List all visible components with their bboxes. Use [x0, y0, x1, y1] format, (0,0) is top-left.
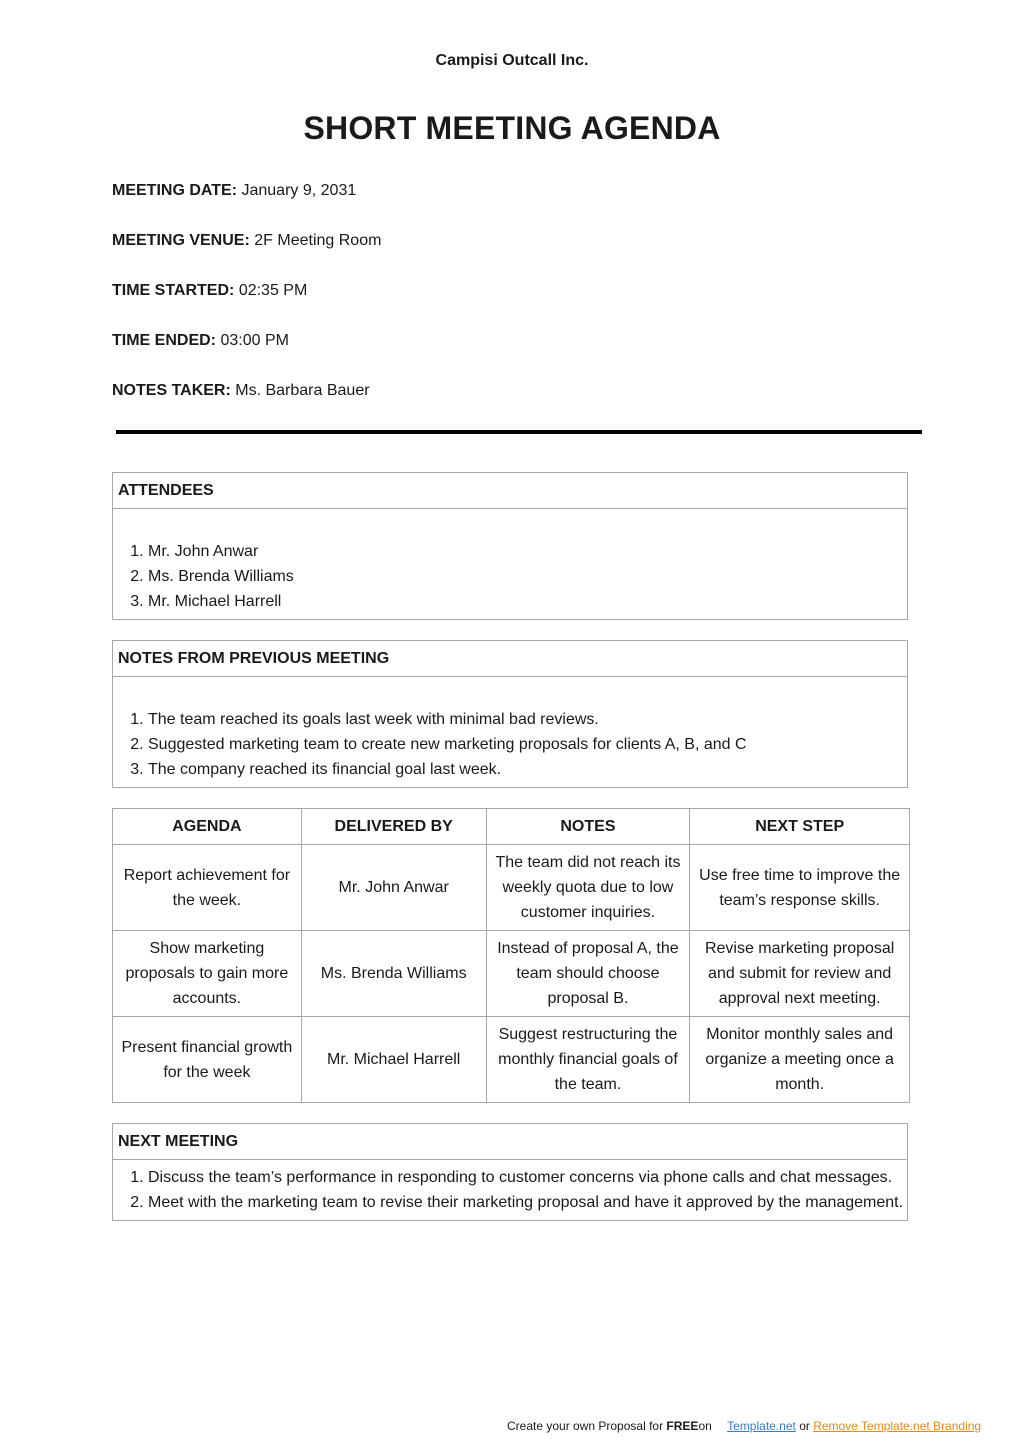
agenda-cell: Report achievement for the week. — [113, 845, 302, 931]
next-meeting-heading: NEXT MEETING — [113, 1124, 907, 1160]
list-item: 3. The company reached its financial goal last week. — [148, 757, 907, 782]
time-ended-value: 03:00 PM — [220, 332, 289, 349]
section-divider — [116, 430, 922, 434]
footer-free: FREE — [666, 1419, 699, 1433]
attendees-heading: ATTENDEES — [113, 473, 907, 509]
meeting-venue-label: MEETING VENUE: — [112, 232, 250, 249]
table-row — [113, 931, 910, 1017]
attendees-list — [113, 509, 907, 614]
list-item: 3. Mr. Michael Harrell — [148, 589, 907, 614]
notes-cell: Suggest restructuring the monthly financial goals of the team. — [486, 1017, 690, 1103]
footer-branding — [507, 1419, 981, 1433]
notes-taker-label: NOTES TAKER: — [112, 382, 231, 399]
previous-notes-section — [112, 640, 908, 788]
previous-notes-heading: NOTES FROM PREVIOUS MEETING — [113, 641, 907, 677]
list-item: 1. Mr. John Anwar — [148, 539, 907, 564]
company-name: Campisi Outcall Inc. — [435, 52, 589, 69]
attendees-section — [112, 472, 908, 620]
template-net-link[interactable]: Template.net — [727, 1419, 796, 1433]
agenda-cell: Show marketing proposals to gain more accounts. — [113, 931, 302, 1017]
agenda-cell: Present financial growth for the week — [113, 1017, 302, 1103]
list-item: 2. Suggested marketing team to create new marketing proposals for clients A, B, and C — [148, 732, 907, 757]
footer-on: on — [698, 1419, 712, 1433]
agenda-column-header: AGENDA — [113, 809, 302, 845]
next-step-cell: Revise marketing proposal and submit for review and approval next meeting. — [690, 931, 910, 1017]
next-meeting-list — [113, 1160, 907, 1215]
footer-prefix: Create your own Proposal for — [507, 1419, 667, 1433]
table-row — [113, 1017, 910, 1103]
notes-cell: Instead of proposal A, the team should choose proposal B. — [486, 931, 690, 1017]
time-started — [112, 282, 307, 300]
meeting-venue — [112, 232, 381, 250]
notes-cell: The team did not reach its weekly quota due to low customer inquiries. — [486, 845, 690, 931]
table-row — [113, 845, 910, 931]
agenda-table — [112, 808, 910, 1103]
time-started-value: 02:35 PM — [238, 282, 308, 299]
list-item: 2. Meet with the marketing team to revise their marketing proposal and have it approved by the management. — [148, 1190, 907, 1215]
meeting-date-label: MEETING DATE: — [112, 182, 238, 199]
next-meeting-section — [112, 1123, 908, 1221]
meeting-date — [112, 182, 356, 200]
notes-taker — [112, 382, 370, 400]
notes-taker-value: Ms. Barbara Bauer — [235, 382, 370, 399]
next-step-column-header: NEXT STEP — [690, 809, 910, 845]
delivered-by-cell: Mr. John Anwar — [301, 845, 486, 931]
footer-or: or — [799, 1419, 810, 1433]
next-step-cell: Use free time to improve the team’s response skills. — [690, 845, 910, 931]
meeting-venue-value: 2F Meeting Room — [254, 232, 382, 249]
page-title: SHORT MEETING AGENDA — [303, 110, 721, 146]
remove-branding-link[interactable]: Remove Template.net Branding — [813, 1419, 982, 1433]
next-step-cell: Monitor monthly sales and organize a meeting once a month. — [690, 1017, 910, 1103]
delivered-by-cell: Mr. Michael Harrell — [301, 1017, 486, 1103]
agenda-header-row — [113, 809, 910, 845]
notes-column-header: NOTES — [486, 809, 690, 845]
time-started-label: TIME STARTED: — [112, 282, 235, 299]
meeting-date-value: January 9, 2031 — [241, 182, 357, 199]
delivered-by-cell: Ms. Brenda Williams — [301, 931, 486, 1017]
list-item: 1. Discuss the team’s performance in responding to customer concerns via phone calls and chat messages. — [148, 1165, 907, 1190]
time-ended — [112, 332, 289, 350]
delivered-by-column-header: DELIVERED BY — [301, 809, 486, 845]
list-item: 1. The team reached its goals last week with minimal bad reviews. — [148, 707, 907, 732]
previous-notes-list — [113, 677, 907, 782]
time-ended-label: TIME ENDED: — [112, 332, 216, 349]
list-item: 2. Ms. Brenda Williams — [148, 564, 907, 589]
